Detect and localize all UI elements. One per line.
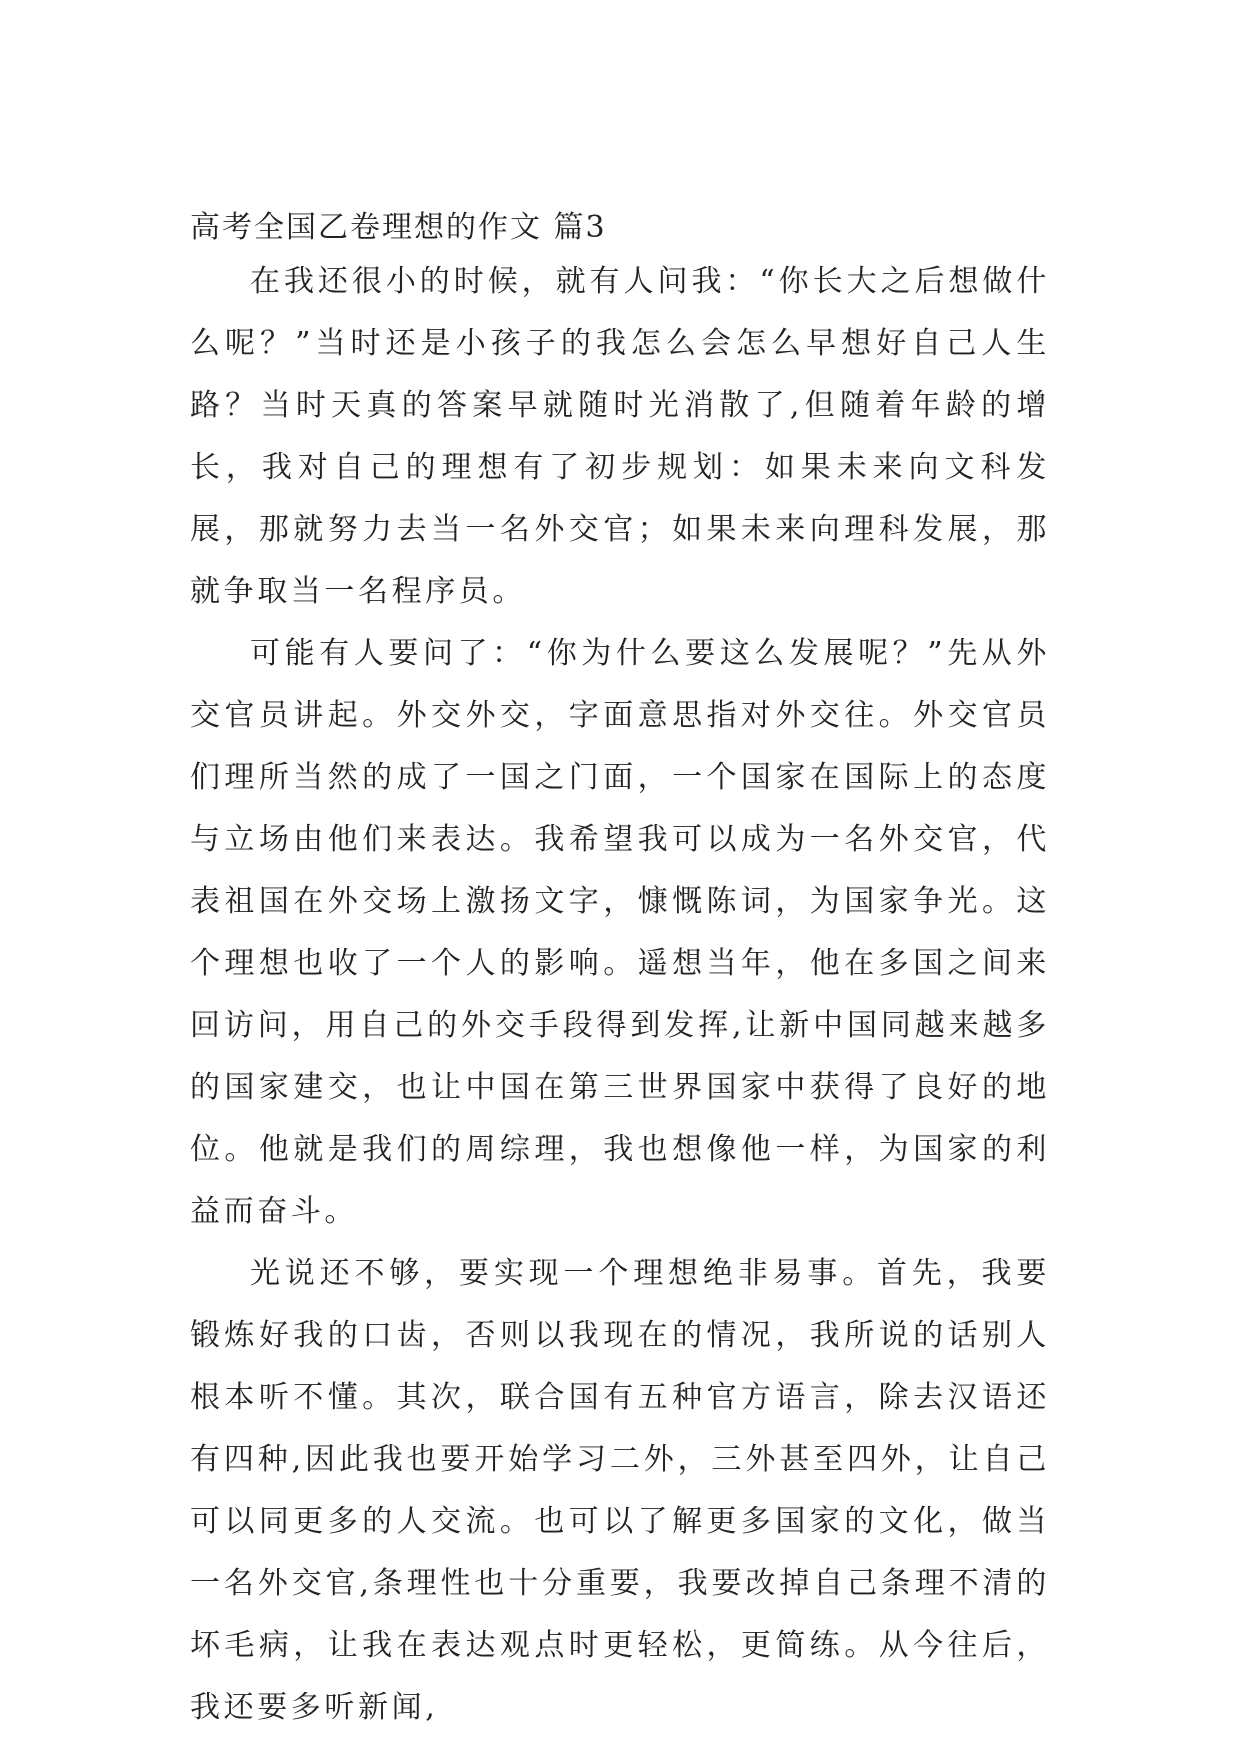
paragraph-2: 可能有人要问了：“你为什么要这么发展呢？”先从外交官员讲起。外交外交，字面意思指对外交往。外交官员们理所当然的成了一国之门面，一个国家在国际上的态度与立场由他们来表达。我希望我可以成为一名外交官，代表祖国在外交场上激扬文字，慷慨陈词，为国家争光。这个理想也收了一个人的影响。遥想当年，他在多国之间来回访问，用自己的外交手段得到发挥,让新中国同越来越多的国家建交，也让中国在第三世界国家中获得了良好的地位。他就是我们的周综理，我也想像他一样，为国家的利益而奋斗。: [190, 636, 1050, 1229]
document-body: [190, 205, 1050, 1739]
document-title: 高考全国乙卷理想的作文 篇3: [190, 210, 607, 245]
paragraph-1: 在我还很小的时候，就有人问我：“你长大之后想做什么呢？”当时还是小孩子的我怎么会怎么早想好自己人生路？当时天真的答案早就随时光消散了,但随着年龄的增长，我对自己的理想有了初步规划：如果未来向文科发展，那就努力去当一名外交官；如果未来向理科发展，那就争取当一名程序员。: [190, 264, 1050, 609]
paragraph-3: 光说还不够，要实现一个理想绝非易事。首先，我要锻炼好我的口齿，否则以我现在的情况，我所说的话别人根本听不懂。其次，联合国有五种官方语言，除去汉语还有四种,因此我也要开始学习二外，三外甚至四外，让自己可以同更多的人交流。也可以了解更多国家的文化，做当一名外交官,条理性也十分重要，我要改掉自己条理不清的坏毛病，让我在表达观点时更轻松，更简练。从今往后，我还要多听新闻,: [190, 1256, 1050, 1725]
